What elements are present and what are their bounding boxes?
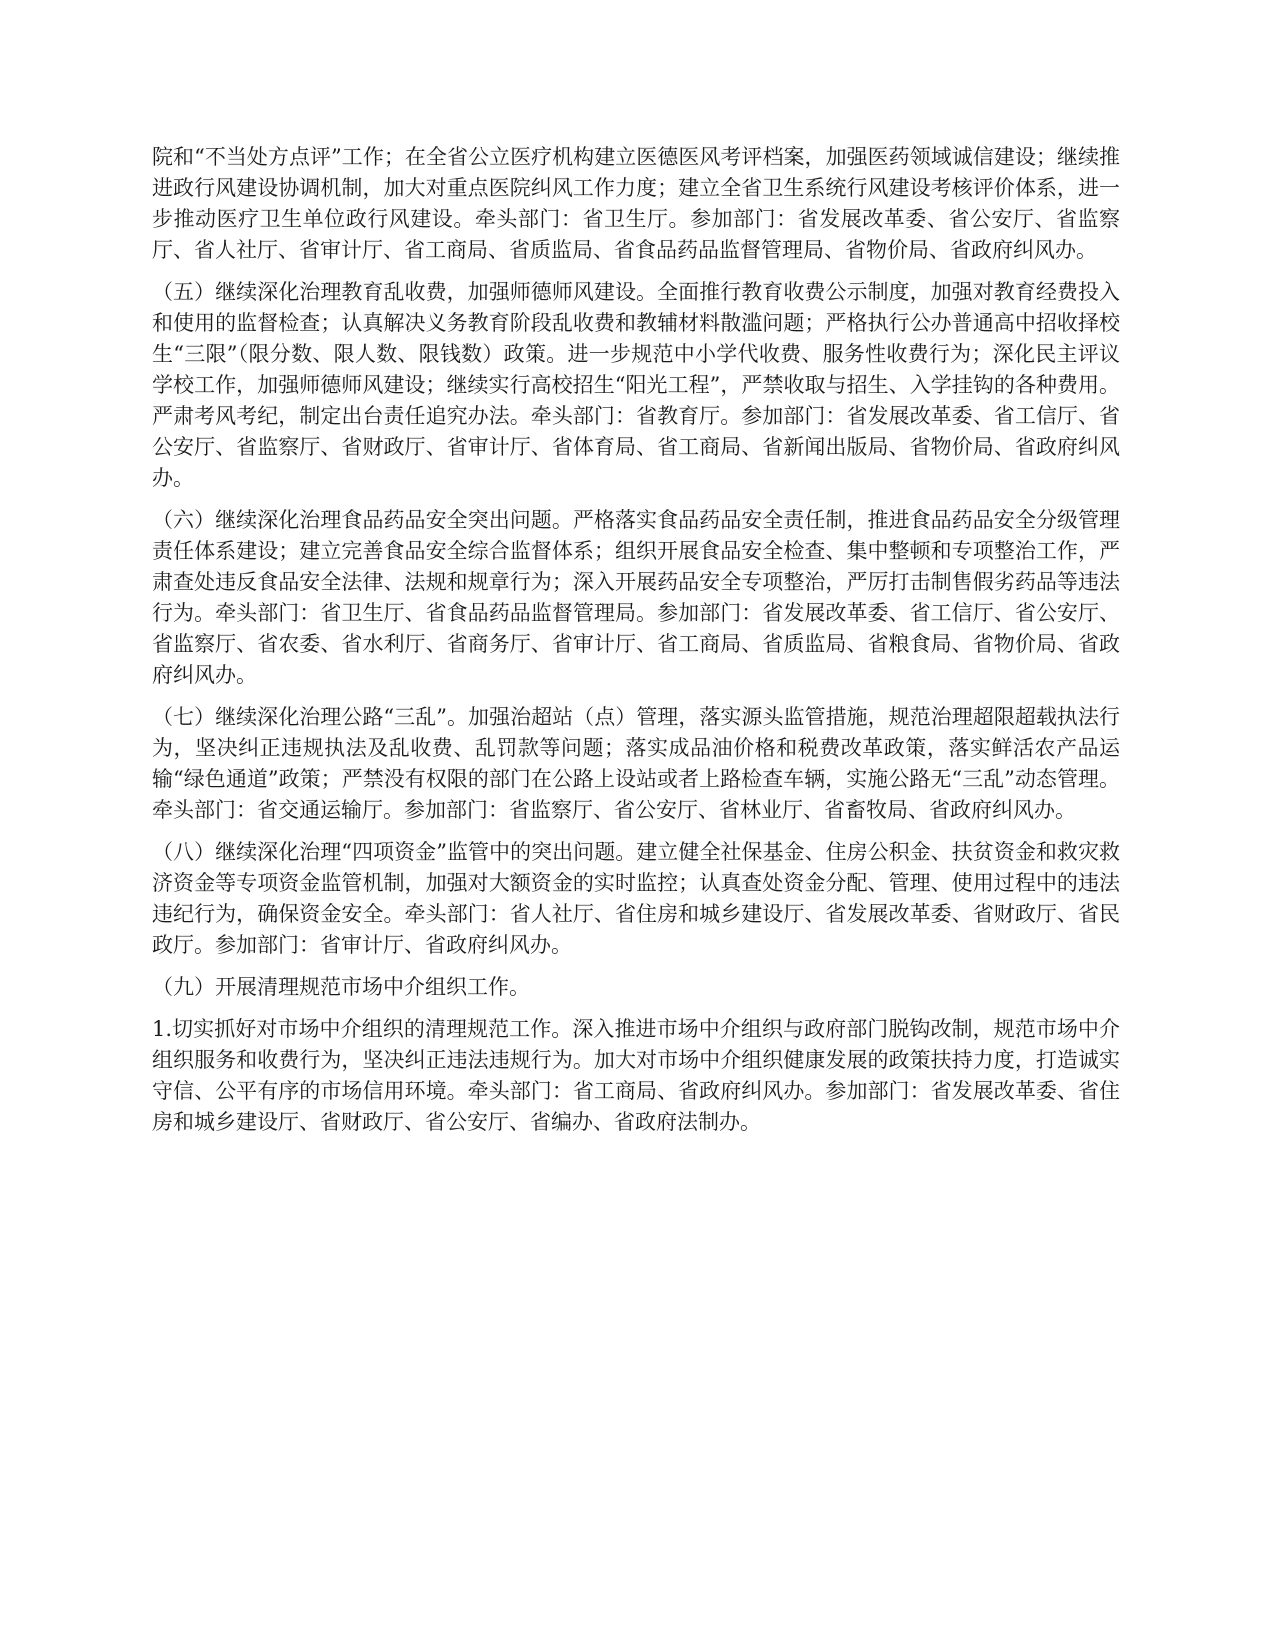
paragraph-four-funds: （八）继续深化治理“四项资金”监管中的突出问题。建立健全社保基金、住房公积金、扶贫资金和救灾救济资金等专项资金监管机制，加强对大额资金的实时监控；认真查处资金分配、管理、使用过程中的违法违纪行为，确保资金安全。牵头部门：省人社厅、省住房和城乡建设厅、省发展改革委、省财政厅、省民政厅。参加部门：省审计厅、省政府纠风办。 xyxy=(152,840,1120,957)
paragraph-market-intermediaries-heading: （九）开展清理规范市场中介组织工作。 xyxy=(152,975,530,999)
paragraph-education-fees: （五）继续深化治理教育乱收费，加强师德师风建设。全面推行教育收费公示制度，加强对教育经费投入和使用的监督检查；认真解决义务教育阶段乱收费和教辅材料散滥问题；严格执行公办普通高中招收择校生“三限”（限分数、限人数、限钱数）政策。进一步规范中小学代收费、服务性收费行为；深化民主评议学校工作，加强师德师风建设；继续实行高校招生“阳光工程”，严禁收取与招生、入学挂钩的各种费用。严肃考风考纪，制定出台责任追究办法。牵头部门：省教育厅。参加部门：省发展改革委、省工信厅、省公安厅、省监察厅、省财政厅、省审计厅、省体育局、省工商局、省新闻出版局、省物价局、省政府纠风办。 xyxy=(152,280,1120,490)
paragraph-highway-three-chaos: （七）继续深化治理公路“三乱”。加强治超站（点）管理，落实源头监管措施，规范治理超限超载执法行为，坚决纠正违规执法及乱收费、乱罚款等问题；落实成品油价格和税费改革政策，落实鲜活农产品运输“绿色通道”政策；严禁没有权限的部门在公路上设站或者上路检查车辆，实施公路无“三乱”动态管理。牵头部门：省交通运输厅。参加部门：省监察厅、省公安厅、省林业厅、省畜牧局、省政府纠风办。 xyxy=(152,705,1120,822)
paragraph-food-drug-safety: （六）继续深化治理食品药品安全突出问题。严格落实食品药品安全责任制，推进食品药品安全分级管理责任体系建设；建立完善食品安全综合监督体系；组织开展食品安全检查、集中整顿和专项整治工作，严肃查处违反食品安全法律、法规和规章行为；深入开展药品安全专项整治，严厉打击制售假劣药品等违法行为。牵头部门：省卫生厅、省食品药品监督管理局。参加部门：省发展改革委、省工信厅、省公安厅、省监察厅、省农委、省水利厅、省商务厅、省审计厅、省工商局、省质监局、省粮食局、省物价局、省政府纠风办。 xyxy=(152,508,1120,687)
document-page xyxy=(152,142,1120,1149)
paragraph-hospital-ethics: 院和“不当处方点评”工作；在全省公立医疗机构建立医德医风考评档案，加强医药领域诚信建设；继续推进政行风建设协调机制，加大对重点医院纠风工作力度；建立全省卫生系统行风建设考核评价体系，进一步推动医疗卫生单位政行风建设。牵头部门：省卫生厅。参加部门：省发展改革委、省公安厅、省监察厅、省人社厅、省审计厅、省工商局、省质监局、省食品药品监督管理局、省物价局、省政府纠风办。 xyxy=(152,145,1120,262)
paragraph-intermediary-cleanup: 1.切实抓好对市场中介组织的清理规范工作。深入推进市场中介组织与政府部门脱钩改制，规范市场中介组织服务和收费行为，坚决纠正违法违规行为。加大对市场中介组织健康发展的政策扶持力度，打造诚实守信、公平有序的市场信用环境。牵头部门：省工商局、省政府纠风办。参加部门：省发展改革委、省住房和城乡建设厅、省财政厅、省公安厅、省编办、省政府法制办。 xyxy=(152,1017,1120,1134)
